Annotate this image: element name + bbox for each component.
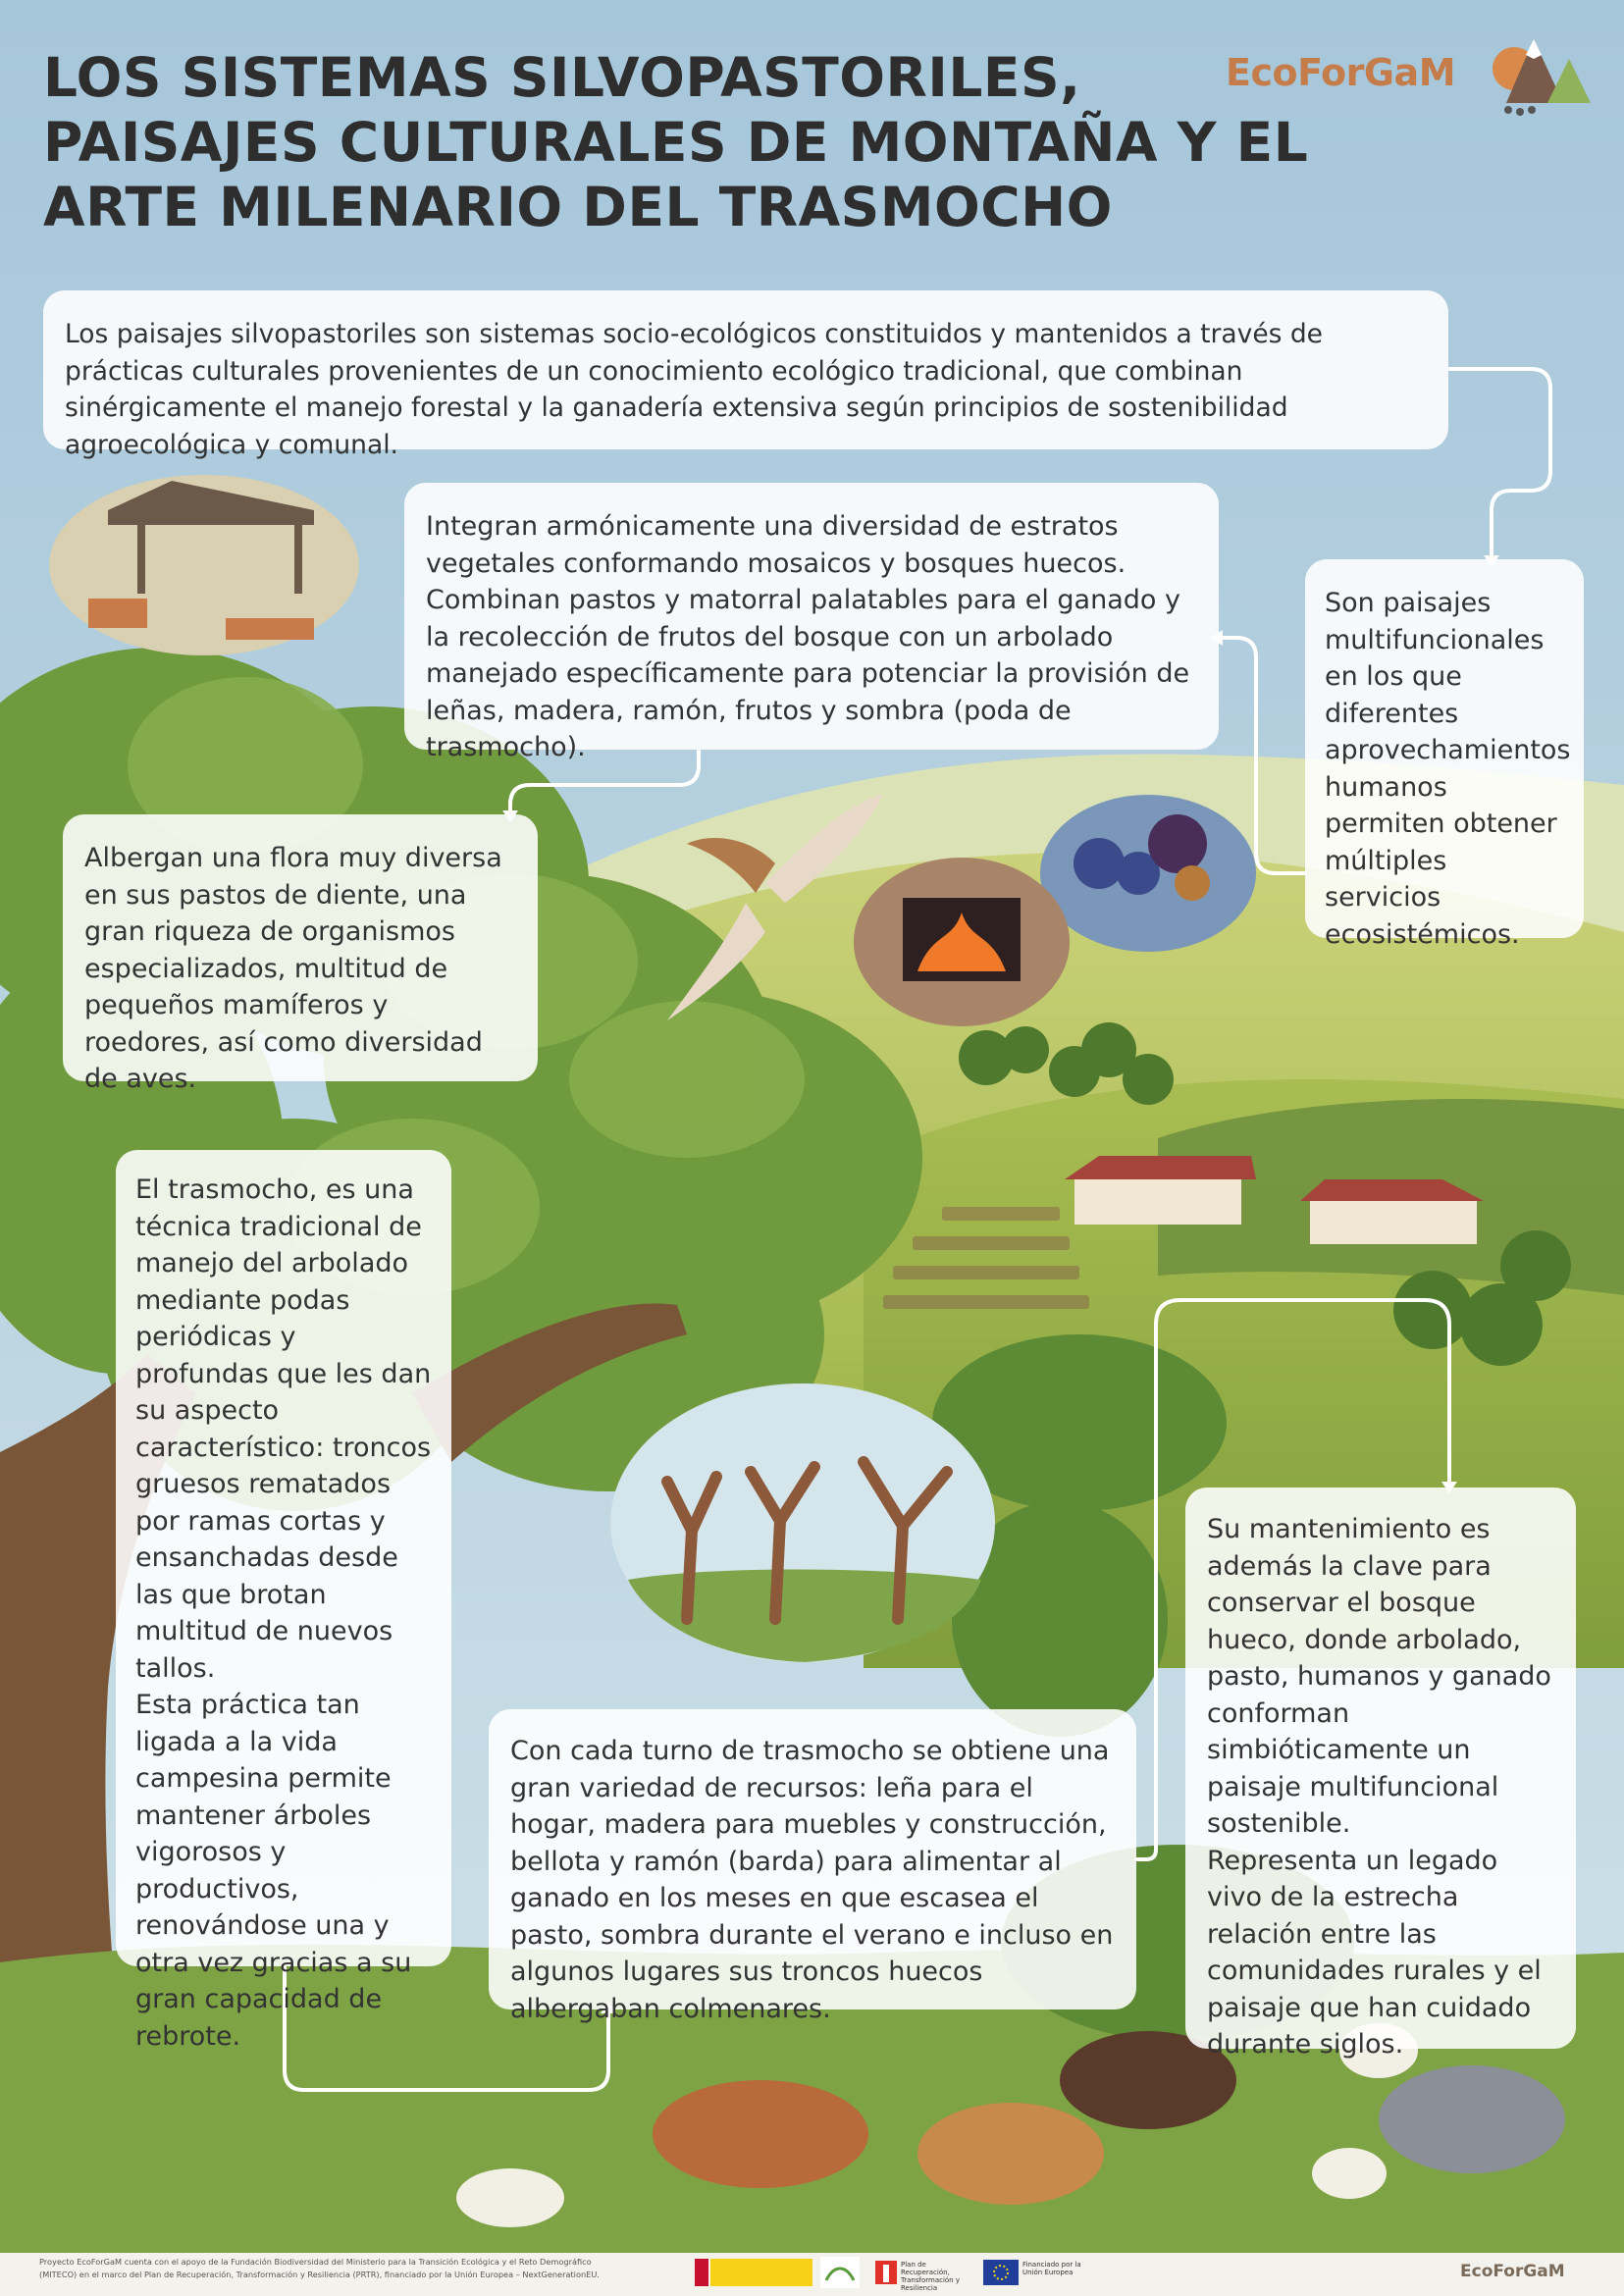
- logo-text: EcoForGaM: [1226, 51, 1456, 94]
- pollarding-text-1: El trasmocho, es una técnica tradicional de manejo del arbolado mediante podas periódicas y profundas que les dan su aspecto característico: troncos gruesos rematados por ramas cortas y ensanchadas desde las que brotan multitud de nuevos tallos.: [135, 1174, 432, 1684]
- title-line-3: ARTE MILENARIO DEL TRASMOCHO: [43, 176, 1113, 238]
- multifunctional-box: [1305, 559, 1584, 950]
- vegetation-strata-box: [404, 483, 1219, 762]
- pollarding-box: [116, 1150, 451, 2052]
- fundacion-biodiversidad-logo: [820, 2257, 860, 2288]
- footer-credit-line-2: (MITECO) en el marco del Plan de Recuperación, Transformación y Resiliencia (PRTR), financiado por la Unión Europea – NextGenerationEU.: [39, 2270, 600, 2279]
- biodiversity-box: [63, 814, 538, 1094]
- footer-credit-line-1: Proyecto EcoForGaM cuenta con el apoyo de la Fundación Biodiversidad del Ministerio para la Transición Ecológica y el Reto Demográfico: [39, 2257, 592, 2267]
- resources-box: [489, 1709, 1136, 2024]
- biodiversity-text: Albergan una flora muy diversa en sus pastos de diente, una gran riqueza de organismos especializados, multitud de pequeños mamíferos y roedores, así como diversidad de aves.: [84, 843, 502, 1094]
- intro-text-box: [43, 290, 1448, 460]
- page-title: [43, 45, 1309, 239]
- spain-government-logo: [695, 2257, 812, 2288]
- footer-credits: [39, 2256, 677, 2281]
- mountain-logo-icon: [1487, 29, 1595, 118]
- eu-funding-label: Financiado por la Unión Europea: [1022, 2261, 1081, 2276]
- recovery-plan-logo: [875, 2257, 897, 2288]
- pollarding-text-2: Esta práctica tan ligada a la vida campesina permite mantener árboles vigorosos y productivos, renovándose una y otra vez gracias a su gran capacidad de rebrote.: [135, 1690, 412, 2052]
- intro-text: Los paisajes silvopastoriles son sistemas socio-ecológicos constituidos y mantenidos a través de prácticas culturales provenientes de un conocimiento ecológico tradicional, que combinan sinérgicamente el manejo forestal y la ganadería extensiva según principios de sostenibilidad agroecológica y comunal.: [65, 319, 1323, 460]
- resources-text: Con cada turno de trasmocho se obtiene una gran variedad de recursos: leña para el hogar, madera para muebles y construcción, bellota y ramón (barda) para alimentar al ganado en los meses en que escasea el pasto, sombra durante el verano e incluso en algunos lugares sus troncos huecos albergaban colmenares.: [510, 1736, 1114, 2024]
- ecoforgam-logo: [1222, 29, 1595, 118]
- multifunctional-text: Son paisajes multifuncionales en los que diferentes aprovechamientos humanos permiten obtener múltiples servicios ecosistémicos.: [1325, 588, 1571, 950]
- maintenance-text-1: Su mantenimiento es además la clave para conservar el bosque hueco, donde arbolado, pasto, humanos y ganado conforman simbióticamente un paisaje multifuncional sostenible.: [1207, 1514, 1551, 1839]
- title-line-2: PAISAJES CULTURALES DE MONTAÑA Y EL: [43, 111, 1309, 174]
- footer-brand: EcoForGaM: [1460, 2262, 1565, 2281]
- maintenance-text-2: Representa un legado vivo de la estrecha relación entre las comunidades rurales y el paisaje que han cuidado durante siglos.: [1207, 1845, 1542, 2060]
- maintenance-box: [1185, 1487, 1576, 2060]
- title-line-1: LOS SISTEMAS SILVOPASTORILES,: [43, 46, 1081, 109]
- eu-flag-icon: [983, 2257, 1019, 2288]
- vegetation-strata-text: Integran armónicamente una diversidad de estratos vegetales conformando mosaicos y bosques huecos. Combinan pastos y matorral palatables para el ganado y la recolección de frutos del bosque con un arbolado manejado específicamente para potenciar la provisión de leñas, madera, ramón, frutos y sombra (poda de trasmocho).: [426, 511, 1190, 762]
- recovery-plan-label: Plan de Recuperación, Transformación y Resiliencia: [901, 2261, 960, 2292]
